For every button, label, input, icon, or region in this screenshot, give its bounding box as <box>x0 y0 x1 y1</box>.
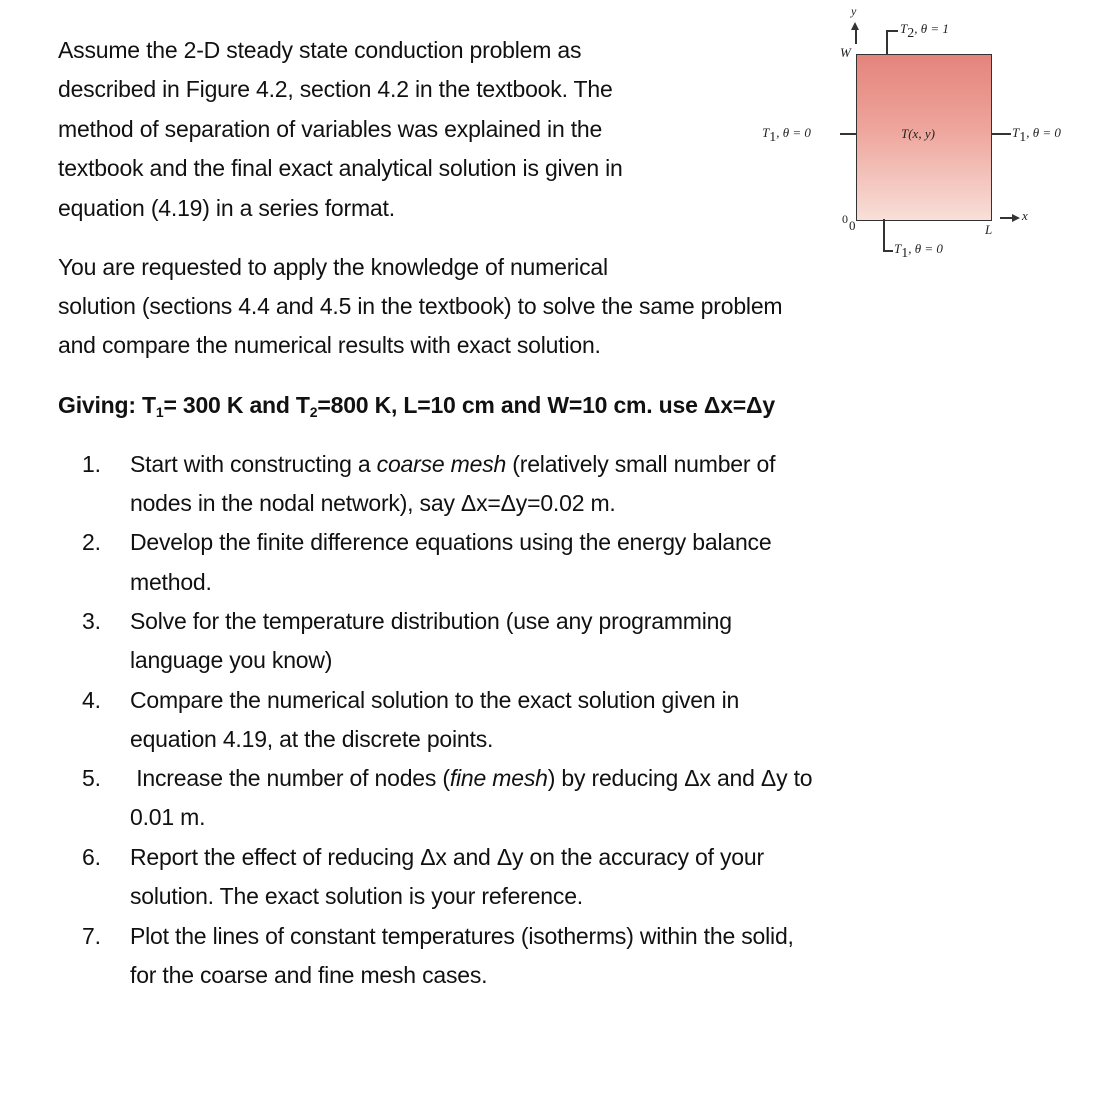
intro-line: method of separation of variables was explained in the <box>58 116 603 142</box>
task-number: 4. <box>82 687 101 713</box>
task-number: 2. <box>82 529 101 555</box>
intro-line: textbook and the final exact analytical solution is given in <box>58 155 623 181</box>
request-line: and compare the numerical results with exact solution. <box>58 332 601 358</box>
top-leader-line <box>886 30 888 55</box>
origin-label: 0 <box>842 212 848 226</box>
conduction-figure <box>700 0 1094 270</box>
y-axis-arrow-shaft <box>855 28 857 44</box>
y-axis-label: y <box>851 4 857 18</box>
task-number: 1. <box>82 451 101 477</box>
left-boundary-label: $T_1$, θ = 0 <box>762 125 811 145</box>
task-number: 6. <box>82 844 101 870</box>
x-axis-label: x <box>1022 208 1028 223</box>
left-leader-line <box>840 133 857 135</box>
heated-plate <box>856 54 992 221</box>
interior-temperature-label: T(x, y) <box>901 126 935 141</box>
task-number: 7. <box>82 923 101 949</box>
intro-line: Assume the 2-D steady state conduction problem as <box>58 37 582 63</box>
top-boundary-label: $T_2$, θ = 1 <box>900 21 949 41</box>
task-number: 5. <box>82 765 101 791</box>
request-line: You are requested to apply the knowledge of numerical <box>58 254 608 280</box>
w-label: W <box>840 45 851 60</box>
right-leader-line <box>991 133 1011 135</box>
given-parameters: Giving: $T_1= 300$ K and $T_2=800$ K, L=10 cm and W=10 cm. use Δx=Δy <box>58 392 775 420</box>
bottom-leader-line <box>883 219 885 251</box>
origin-label-2: 0 <box>849 218 856 233</box>
intro-line: described in Figure 4.2, section 4.2 in the textbook. The <box>58 76 613 102</box>
l-label: L <box>985 222 993 237</box>
right-boundary-label: $T_1$, θ = 0 <box>1012 125 1061 145</box>
task-number: 3. <box>82 608 101 634</box>
x-axis-arrow-icon <box>1012 214 1020 222</box>
bottom-boundary-label: $T_1$, θ = 0 <box>894 241 943 261</box>
request-line: solution (sections 4.4 and 4.5 in the textbook) to solve the same problem <box>58 293 783 319</box>
y-axis-arrow-icon <box>851 22 859 30</box>
intro-line: equation (4.19) in a series format. <box>58 195 395 221</box>
document-page: Assume the 2-D steady state conduction problem as described in Figure 4.2, section 4.2 in the textbook. The method of separation of variables was explained in the textbook and the final exact analytical solution is given in equation (4.19) in a series format. You are requested to apply the knowledge of numerical solution (sections 4.4 and 4.5 in the textbook) to solve the same problem and compare the numerical results with exact solution. Giving: $T_1= 300$ K and $T_2=800$ K, L=10 cm and W=10 cm. use Δx=Δy 1. Start with constructing a coarse mesh (relatively small number of nodes in the nodal network), say Δx=Δy=0.02 m. 2. Develop the finite difference equations using the energy balance method. 3. Solve for the temperature distribution (use any programming language you know) 4. Compare the numerical solution to the exact solution given in equation 4.19, at the discrete points. 5. Increase the number of nodes (fine mesh) by reducing Δx and Δy to 0.01 m. 6. Report the effect of reducing Δx and Δy on the accuracy of your solution. The exact solution is your reference. 7. Plot the lines of constant temperatures (isotherms) within the solid, for the coarse and fine mesh cases. y W T(x, y) $T_2$, θ = 1 $T_1$, θ = 0 $T_1$, θ = 0 $T_1$, θ = 0 0 0 L x <box>0 0 1094 1100</box>
